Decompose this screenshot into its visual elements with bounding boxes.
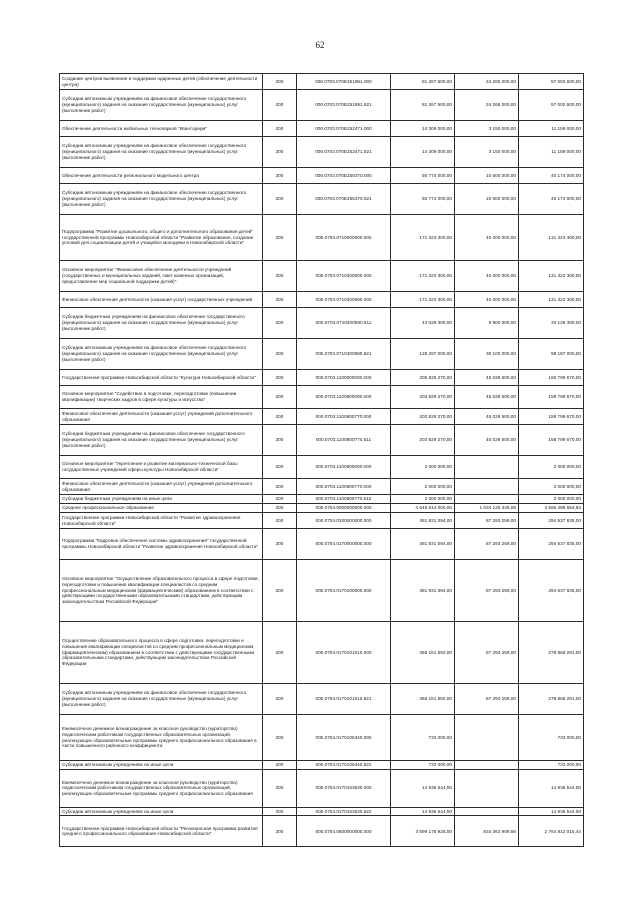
classification-code-cell: 000.0704.0100000000.000 [297,513,391,529]
amount-plan-cell: 366 161 550,00 [391,684,455,715]
amount-plan-cell: 205 829 270,00 [391,370,455,386]
admin-code-cell: 200 [263,479,297,495]
classification-code-cell: 000.0703.1100000000.000 [297,370,391,386]
classification-code-cell: 000.0704.0170101010.000 [297,622,391,684]
admin-code-cell: 200 [263,684,297,715]
classification-code-cell: 000.0703.070Е252471.621 [297,137,391,168]
table-row [60,622,584,684]
program-name-cell: Субсидии автономным учреждениям на финансовое обеспечение государственного (муниципального) задания на оказание государственных (муниципальных) услуг (выполнение работ) [60,339,263,370]
table-row [60,504,584,513]
amount-remaining-cell: 98 197 000,00 [519,339,584,370]
amount-executed-cell: 87 293 259,00 [455,513,519,529]
admin-code-cell: 200 [263,121,297,137]
amount-executed-cell: 87 293 259,00 [455,622,519,684]
classification-code-cell: 000.0704.0170153630.000 [297,769,391,807]
amount-remaining-cell: 3 566 488 654,94 [519,504,584,513]
amount-remaining-cell: 160 799 670,00 [519,370,584,386]
classification-code-cell: 000.0703.1100800770.611 [297,425,391,456]
admin-code-cell: 200 [263,560,297,622]
table-row [60,339,584,370]
table-row [60,715,584,761]
amount-executed-cell: 10 600 000,00 [455,184,519,215]
table-row [60,137,584,168]
amount-plan-cell: 171 323 300,00 [391,292,455,308]
amount-remaining-cell: 40 174 000,00 [519,184,584,215]
amount-plan-cell: 128 297 000,00 [391,339,455,370]
classification-code-cell: 000.0704.0000000000.000 [297,504,391,513]
amount-executed-cell: 45 029 600,00 [455,386,519,409]
classification-code-cell: 000.0703.1100800770.000 [297,409,391,425]
amount-plan-cell: 733 000,00 [391,761,455,770]
table-row [60,184,584,215]
amount-remaining-cell: 11 159 000,00 [519,121,584,137]
classification-code-cell: 000.0704.0170153630.622 [297,807,391,816]
table-row [60,495,584,504]
amount-executed-cell: 834 363 909,56 [455,816,519,847]
table-row [60,409,584,425]
amount-remaining-cell: 14 936 544,00 [519,807,584,816]
classification-code-cell: 000.0703.070Е252471.000 [297,121,391,137]
classification-code-cell: 000.0704.0170101010.621 [297,684,391,715]
program-name-cell: Субсидии бюджетным учреждениям на финансовое обеспечение государственного (муниципального) задания на оказание государственных (муниципальных) услуг (выполнение работ) [60,308,263,339]
table-row [60,529,584,560]
amount-plan-cell: 2 000 000,00 [391,456,455,479]
admin-code-cell: 200 [263,769,297,807]
classification-code-cell: 000.0704.0170106340.000 [297,715,391,761]
amount-executed-cell [455,761,519,770]
admin-code-cell: 200 [263,409,297,425]
amount-remaining-cell: 33 126 300,00 [519,308,584,339]
amount-executed-cell: 87 293 259,00 [455,529,519,560]
amount-plan-cell: 366 161 550,00 [391,622,455,684]
admin-code-cell: 200 [263,137,297,168]
amount-remaining-cell: 131 323 300,00 [519,261,584,292]
table-row [60,308,584,339]
amount-remaining-cell: 158 799 670,00 [519,409,584,425]
page-number: 62 [315,40,325,50]
admin-code-cell: 200 [263,339,297,370]
amount-plan-cell: 81 267 600,00 [391,74,455,90]
classification-code-cell: 000.0703.1100900770.000 [297,479,391,495]
amount-remaining-cell: 2 000 000,00 [519,456,584,479]
classification-code-cell: 000.0704.0600000000.000 [297,816,391,847]
classification-code-cell: 000.0703.0710400590.000 [297,292,391,308]
amount-remaining-cell: 733 000,00 [519,761,584,770]
admin-code-cell: 200 [263,292,297,308]
amount-remaining-cell: 57 002 600,00 [519,74,584,90]
admin-code-cell: 200 [263,816,297,847]
amount-executed-cell: 3 150 000,00 [455,121,519,137]
admin-code-cell: 200 [263,386,297,409]
amount-executed-cell [455,495,519,504]
amount-executed-cell [455,456,519,479]
amount-plan-cell: 381 831 094,00 [391,513,455,529]
classification-code-cell: 000.0703.070Е251891.000 [297,74,391,90]
program-name-cell: Обеспечение деятельности регионального модельного центра [60,168,263,184]
amount-plan-cell: 14 936 544,00 [391,769,455,807]
program-name-cell: Субсидии бюджетным учреждениям на финансовое обеспечение государственного (муниципального) задания на оказание государственных (муниципальных) услуг (выполнение работ) [60,425,263,456]
admin-code-cell: 200 [263,807,297,816]
amount-executed-cell: 45 029 600,00 [455,409,519,425]
program-name-cell: Субсидии автономным учреждениям на финансовое обеспечение государственного (муниципального) задания на оказание государственных (муниципальных) услуг (выполнение работ) [60,137,263,168]
amount-remaining-cell: 733 000,00 [519,715,584,761]
program-name-cell: Финансовое обеспечение деятельности (оказания услуг) учреждений дополнительного образования [60,479,263,495]
amount-remaining-cell: 294 537 835,00 [519,513,584,529]
program-name-cell: Субсидии автономным учреждениям на иные цели [60,761,263,770]
amount-executed-cell: 40 000 000,00 [455,215,519,261]
admin-code-cell: 200 [263,495,297,504]
program-name-cell: Ежемесячное денежное вознаграждение за классное руководство (кураторство) педагогическим работникам государственных образовательных организаций, реализующих образовательные программы среднего профессионального образования в части повышенного районного коэффициента [60,715,263,761]
amount-plan-cell: 2 000 000,00 [391,495,455,504]
table-row [60,74,584,90]
admin-code-cell: 200 [263,513,297,529]
table-row [60,386,584,409]
amount-remaining-cell: 2 000 000,00 [519,495,584,504]
program-name-cell: Осуществление образовательного процесса в сфере подготовки, переподготовки и повышения квалификации специалистов со средним профессиональным медицинским (фармацевтическим) образованием в соответствии с действующими государственными образовательными стандартами, действующим законодательством Российской Федерации [60,622,263,684]
admin-code-cell: 200 [263,308,297,339]
classification-code-cell: 000.0703.1100900000.000 [297,456,391,479]
amount-plan-cell: 203 829 270,00 [391,409,455,425]
classification-code-cell: 000.0703.0710400590.611 [297,308,391,339]
program-name-cell: Субсидии автономным учреждениям на финансовое обеспечение государственного (муниципального) задания на оказание государственных (муниципальных) услуг (выполнение работ) [60,184,263,215]
program-name-cell: Основное мероприятие "Финансовое обеспечение деятельности учреждений (государственных и муниципальных заданий, смет казенных организаций, предоставление мер социальной поддержки детей)" [60,261,263,292]
table-row [60,90,584,121]
program-name-cell: Обеспечение деятельности мобильных технопарков "Кванториум" [60,121,263,137]
admin-code-cell: 200 [263,504,297,513]
amount-plan-cell: 3 599 175 925,00 [391,816,455,847]
program-name-cell: Создание центров выявления и поддержки одаренных детей (обеспечение деятельности центра) [60,74,263,90]
classification-code-cell: 000.0703.0710400000.000 [297,261,391,292]
amount-remaining-cell: 2 000 000,00 [519,479,584,495]
amount-plan-cell: 2 000 000,00 [391,479,455,495]
amount-executed-cell [455,807,519,816]
table-row [60,761,584,770]
amount-executed-cell: 40 000 000,00 [455,261,519,292]
amount-executed-cell: 24 265 000,00 [455,90,519,121]
table-row [60,370,584,386]
amount-plan-cell: 203 829 270,00 [391,425,455,456]
amount-remaining-cell: 11 159 000,00 [519,137,584,168]
admin-code-cell: 200 [263,74,297,90]
amount-remaining-cell: 2 764 812 015,44 [519,816,584,847]
amount-executed-cell: 30 100 000,00 [455,339,519,370]
program-name-cell: Основное мероприятие "Осуществление образовательного процесса в сфере подготовки, переподготовки и повышения квалификации специалистов со средним профессиональным медицинским (фармацевтическим) образованием в соответствии с действующими государственными образовательными стандартами, действующим законодательством Российской Федерации" [60,560,263,622]
table-row [60,168,584,184]
amount-remaining-cell: 294 537 835,00 [519,560,584,622]
amount-remaining-cell: 131 323 300,00 [519,292,584,308]
classification-code-cell: 000.0703.070Е251891.621 [297,90,391,121]
amount-remaining-cell: 278 868 291,00 [519,684,584,715]
classification-code-cell: 000.0703.1100900770.612 [297,495,391,504]
program-name-cell: Финансовое обеспечение деятельности (оказания услуг) учреждений дополнительного образования [60,409,263,425]
program-name-cell: Государственная программа Новосибирской области "Развитие здравоохранения Новосибирской области" [60,513,263,529]
amount-executed-cell: 9 900 000,00 [455,308,519,339]
admin-code-cell: 200 [263,261,297,292]
program-name-cell: Подпрограмма "Развитие дошкольного, общего и дополнительного образования детей" государственной программы Новосибирской области "Развитие образования, создание условий для социализации детей и учащейся молодежи в Новосибирской области" [60,215,263,261]
admin-code-cell: 200 [263,90,297,121]
amount-executed-cell [455,479,519,495]
amount-executed-cell: 40 000 000,00 [455,292,519,308]
amount-plan-cell: 14 936 544,00 [391,807,455,816]
program-name-cell: Финансовое обеспечение деятельности (оказания услуг) государственных учреждений [60,292,263,308]
amount-executed-cell [455,769,519,807]
amount-executed-cell: 24 265 000,00 [455,74,519,90]
program-name-cell: Ежемесячное денежное вознаграждение за классное руководство (кураторство) педагогическим работникам государственных образовательных организаций, реализующих образовательные программы среднего профессионального образования [60,769,263,807]
table-row [60,456,584,479]
table-row [60,121,584,137]
admin-code-cell: 200 [263,456,297,479]
amount-remaining-cell: 294 537 835,00 [519,529,584,560]
amount-plan-cell: 4 545 614 000,00 [391,504,455,513]
table-row [60,215,584,261]
table-row [60,292,584,308]
classification-code-cell: 000.0704.0170000000.000 [297,529,391,560]
program-name-cell: Среднее профессиональное образование [60,504,263,513]
program-name-cell: Субсидии автономным учреждениям на финансовое обеспечение государственного (муниципального) задания на оказание государственных (муниципальных) услуг (выполнение работ) [60,684,263,715]
table-row [60,769,584,807]
admin-code-cell: 200 [263,622,297,684]
amount-remaining-cell: 131 323 300,00 [519,215,584,261]
classification-code-cell: 000.0704.0170106340.622 [297,761,391,770]
amount-plan-cell: 14 309 000,00 [391,137,455,168]
amount-remaining-cell: 14 936 544,00 [519,769,584,807]
admin-code-cell: 200 [263,529,297,560]
program-name-cell: Субсидии автономным учреждениям на иные цели [60,807,263,816]
admin-code-cell: 200 [263,425,297,456]
amount-plan-cell: 171 323 300,00 [391,261,455,292]
amount-executed-cell: 87 293 259,00 [455,560,519,622]
amount-plan-cell: 381 831 094,00 [391,560,455,622]
program-name-cell: Субсидии автономным учреждениям на финансовое обеспечение государственного (муниципального) задания на оказание государственных (муниципальных) услуг (выполнение работ) [60,90,263,121]
amount-plan-cell: 50 774 000,00 [391,168,455,184]
amount-plan-cell: 203 829 270,00 [391,386,455,409]
amount-plan-cell: 381 831 094,00 [391,529,455,560]
amount-plan-cell: 14 309 000,00 [391,121,455,137]
table-row [60,816,584,847]
admin-code-cell: 200 [263,215,297,261]
table-row [60,807,584,816]
table-row [60,513,584,529]
amount-remaining-cell: 40 174 000,00 [519,168,584,184]
amount-executed-cell [455,715,519,761]
program-name-cell: Основное мероприятие "Содействие в подготовке, переподготовке (повышении квалификации) творческих кадров в сфере культуры и искусства" [60,386,263,409]
budget-table [59,73,584,847]
amount-plan-cell: 171 323 300,00 [391,215,455,261]
amount-remaining-cell: 278 868 291,00 [519,622,584,684]
amount-remaining-cell: 158 799 670,00 [519,386,584,409]
program-name-cell: Подпрограмма "Кадровое обеспечение системы здравоохранения" государственной программы Новосибирской области "Развитие здравоохранения Новосибирской области" [60,529,263,560]
amount-remaining-cell: 158 799 670,00 [519,425,584,456]
amount-remaining-cell: 57 002 600,00 [519,90,584,121]
admin-code-cell: 200 [263,184,297,215]
table-row [60,560,584,622]
amount-executed-cell: 45 029 600,00 [455,425,519,456]
program-name-cell: Основное мероприятие "Укрепление и развитие материально-технической базы государственных учреждений сферы культуры Новосибирской области" [60,456,263,479]
classification-code-cell: 000.0703.0710000000.000 [297,215,391,261]
table-row [60,684,584,715]
amount-executed-cell: 1 034 125 345,08 [455,504,519,513]
classification-code-cell: 000.0703.1100800000.000 [297,386,391,409]
classification-code-cell: 000.0703.0710400590.621 [297,339,391,370]
table-row [60,425,584,456]
program-name-cell: Субсидии бюджетным учреждениям на иные цели [60,495,263,504]
table-row [60,479,584,495]
amount-plan-cell: 50 774 000,00 [391,184,455,215]
amount-plan-cell: 81 267 600,00 [391,90,455,121]
table-row [60,261,584,292]
admin-code-cell: 200 [263,370,297,386]
amount-plan-cell: 43 026 300,00 [391,308,455,339]
program-name-cell: Государственная программа Новосибирской области "Региональная программа развития среднего профессионального образования Новосибирской области" [60,816,263,847]
admin-code-cell: 200 [263,168,297,184]
amount-executed-cell: 87 293 259,00 [455,684,519,715]
program-name-cell: Государственная программа Новосибирской области "Культура Новосибирской области" [60,370,263,386]
admin-code-cell: 200 [263,715,297,761]
amount-executed-cell: 45 029 600,00 [455,370,519,386]
classification-code-cell: 000.0704.0170100000.000 [297,560,391,622]
amount-executed-cell: 10 600 000,00 [455,168,519,184]
admin-code-cell: 200 [263,761,297,770]
classification-code-cell: 000.0703.070Е255370.000 [297,168,391,184]
amount-executed-cell: 3 150 000,00 [455,137,519,168]
classification-code-cell: 000.0703.070Е255370.621 [297,184,391,215]
amount-plan-cell: 733 000,00 [391,715,455,761]
